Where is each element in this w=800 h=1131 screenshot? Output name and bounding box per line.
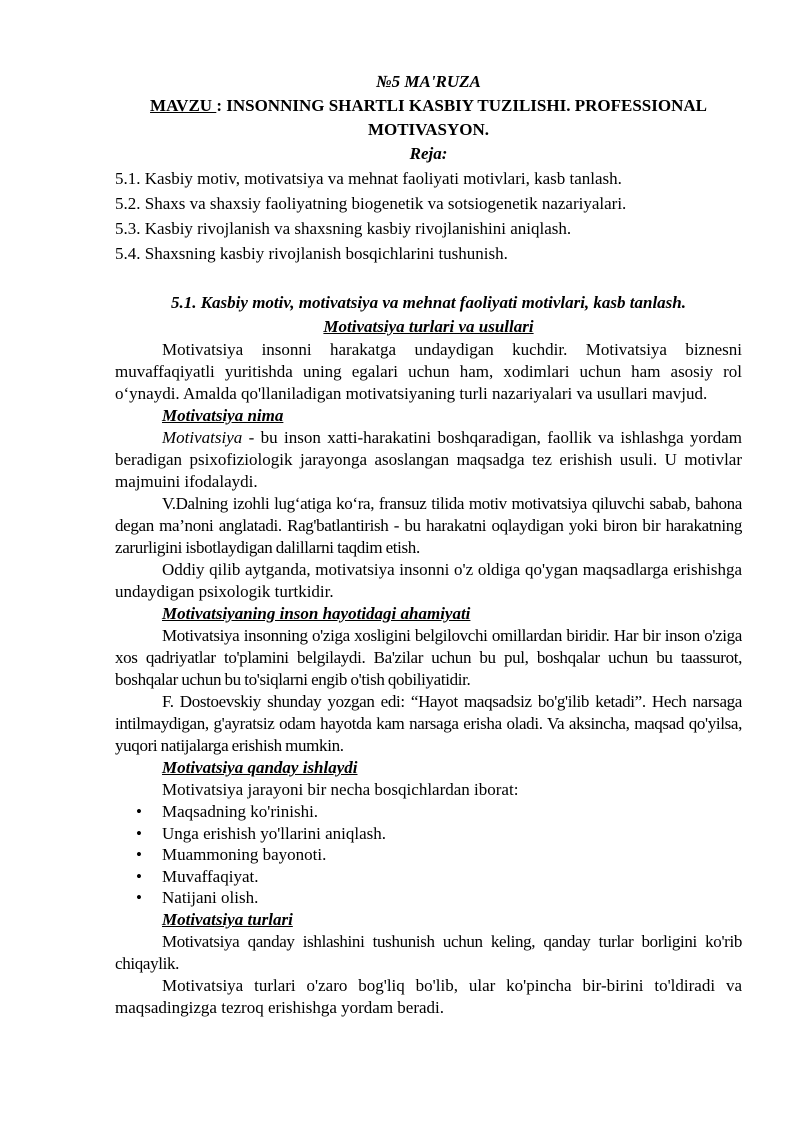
plan-title: Reja: <box>409 144 448 163</box>
paragraph-importance: Motivatsiya insonning o'ziga xosligini belgilovchi omillardan biridir. Har bir inson o'ziga xos qadriyatlar to'plamini belgilaydi. Ba'zilar uchun bu pul, boshqalar uchun bu taassurot, boshqalar uchun bu to'siqlarni engib o'tish qobiliyatidir. <box>115 626 742 689</box>
topic-text: : INSONNING SHARTLI KASBIY TUZILISHI. PROFESSIONAL MOTIVASYON. <box>216 96 707 139</box>
list-item: • Unga erishish yo'llarini aniqlash. <box>115 823 742 845</box>
heading-what-is-motivation: Motivatsiya nima <box>162 406 284 425</box>
section-title: 5.1. Kasbiy motiv, motivatsiya va mehnat faoliyati motivlari, kasb tanlash. <box>170 293 687 312</box>
plan-item: 5.3. Kasbiy rivojlanish va shaxsning kasbiy rivojlanishini aniqlash. <box>115 219 572 238</box>
document-page <box>115 70 742 1019</box>
stages-list <box>115 801 742 909</box>
lecture-number: №5 MA'RUZA <box>376 72 481 91</box>
list-item: • Natijani olish. <box>115 887 742 909</box>
paragraph-definition: Motivatsiya insonni harakatga undaydigan kuchdir. Motivatsiya biznesni muvaffaqiyatli yuritishda uning egalari uchun ham, xodimlari uchun ham asosiy rol o‘ynaydi. Amalda qo'llaniladigan motivatsiyaning turli nazariyalari va usullari mavjud. <box>115 340 742 403</box>
heading-how-it-works: Motivatsiya qanday ishlaydi <box>162 758 358 777</box>
plan-item: 5.1. Kasbiy motiv, motivatsiya va mehnat faoliyati motivlari, kasb tanlash. <box>115 169 622 188</box>
plan-item: 5.4. Shaxsning kasbiy rivojlanish bosqichlarini tushunish. <box>115 244 508 263</box>
topic-heading <box>115 94 742 142</box>
heading-types: Motivatsiya turlari <box>162 909 293 929</box>
list-item: • Muvaffaqiyat. <box>115 866 742 888</box>
paragraph-types-related: Motivatsiya turlari o'zaro bog'liq bo'lib, ular ko'pincha bir-birini to'ldiradi va maqsadingizga tezroq erishishga yordam beradi. <box>115 975 742 1017</box>
heading-importance: Motivatsiyaning inson hayotidagi ahamiyati <box>162 604 471 623</box>
term-definition: - bu inson xatti-harakatini boshqaradigan, faollik va ishlashga yordam beradigan psixofiziologik jarayonga asoslangan maqsadga tez erishish usuli. U motivlar majmuini ifodalaydi. <box>115 428 742 491</box>
paragraph-dal: V.Dalning izohli lug‘atiga ko‘ra, fransuz tilida motiv motivatsiya qiluvchi sabab, bahona degan ma’noni anglatadi. Rag'batlantirish - bu harakatni oqlaydigan yoki biron bir harakatning zarurligini isbotlaydigan dalillarni taqdim etish. <box>115 494 742 557</box>
term-motivatsiya: Motivatsiya <box>162 428 243 447</box>
paragraph-types-intro: Motivatsiya qanday ishlashini tushunish uchun keling, qanday turlar borligini ko'rib chiqaylik. <box>115 931 742 973</box>
paragraph-simple: Oddiy qilib aytganda, motivatsiya insonni o'z oldiga qo'ygan maqsadlarga erishishga undaydigan psixologik turtkidir. <box>115 560 742 601</box>
section-subtitle: Motivatsiya turlari va usullari <box>323 317 534 336</box>
paragraph-stages-intro: Motivatsiya jarayoni bir necha bosqichlardan iborat: <box>162 780 519 799</box>
paragraph-dostoevsky: F. Dostoevskiy shunday yozgan edi: “Hayot maqsadsiz bo'g'ilib ketadi”. Hech narsaga intilmaydigan, g'ayratsiz odam hayotda kam narsaga erisha oladi. Va aksincha, maqsad qo'yilsa, yuqori natijalarga erishish mumkin. <box>115 692 742 755</box>
paragraph-term <box>115 427 742 493</box>
plan-list <box>115 166 742 266</box>
topic-label: MAVZU <box>150 96 217 115</box>
plan-item: 5.2. Shaxs va shaxsiy faoliyatning biogenetik va sotsiogenetik nazariyalari. <box>115 194 627 213</box>
list-item: • Muammoning bayonoti. <box>115 844 742 866</box>
list-item: • Maqsadning ko'rinishi. <box>115 801 742 823</box>
